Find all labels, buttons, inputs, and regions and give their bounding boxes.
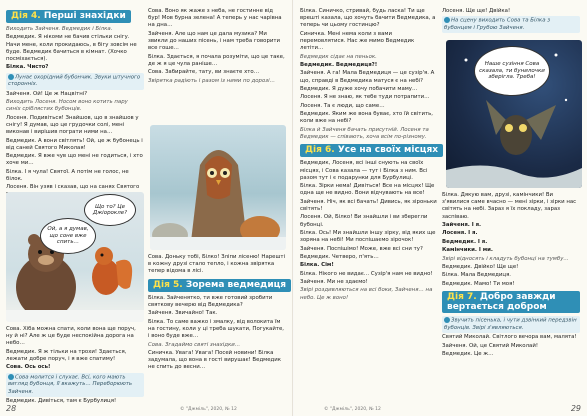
dialogue-line: Лосеня. Ой, Білко! Ви знайшли і ви зберегли бубонці. (300, 214, 428, 228)
bell-icon (444, 17, 450, 23)
dialogue-line: Камінчики. І ми. (442, 247, 493, 254)
page-footer: © "Джміль", 2020, № 12 (180, 407, 237, 412)
right-column-2 (442, 8, 580, 34)
dialogue-line: Білка. І я чула! Святої. А потім не голос, не білок. (6, 168, 129, 183)
dialogue-line: Ведмедик. Двійко! Ще ще! (442, 263, 519, 270)
dialogue-line: Ведмедик. Я вже чув що мені не годиться, і хто хоче ми… (6, 153, 143, 167)
left-page (0, 0, 293, 416)
page-number: 28 (6, 404, 17, 413)
dialogue-line: Зайченя. Ми не здаємо! (300, 279, 368, 286)
owl-tree-art (150, 125, 286, 250)
stage-direction: Звірі роздивляються на всі боки, Зайченя… на небо. Це ж воно! (300, 287, 433, 301)
stage-note: На сцену виходить Сова та Білка з бубонцем і Грубою Зайченя. (442, 16, 580, 33)
dialogue-line: Зайченя. Ніч, як всі бачать! Дивись, як зіроньки світять! (300, 198, 437, 212)
stage-direction: Ведмедик сідає на пеньок. (300, 53, 377, 60)
left-column-1 (6, 8, 144, 216)
dialogue-line: Білка. Чисто? (6, 64, 49, 71)
stage-note: Звучить пісенька, і чути дзвінкий передзвін бубонців. Звірі з'являються. (442, 316, 580, 333)
dialogue-line: Лосеня. І я. (442, 230, 478, 237)
dialogue-line: Сова. Забирайте, тату, ви знаєте хто… (148, 69, 260, 76)
dialogue-line: Ведмедик. І я. (442, 238, 488, 245)
page-number: 29 (570, 404, 581, 413)
left-column-2-lower (148, 254, 286, 373)
speech-bubble: Що то? Це Джіорокле? (84, 194, 136, 226)
dialogue-line: Ведмедик. Яким же вона буває, хто їй світить, коли вже на небі? (300, 111, 433, 125)
dialogue-line: Білка. Ось! Ми знайшли іншу зірку, від яких ще зоряна на небі! Ми поспішаємо зірочок! (300, 229, 436, 244)
stage-direction: Звірятка радіють і разом із ними по дорозі… (148, 77, 276, 84)
dialogue-line: Лосеня. Та є люди, що саме… (300, 102, 385, 109)
act-4-heading: Дія 4. Перші знахідки (6, 10, 131, 23)
stage-note: Сова молится і слухає. Всі, кого мають вигляд бубонця, її вкажуть… Переборюють Зайченя. (6, 373, 144, 397)
dialogue-line: Ведмедик. Я ж тільки на трохи! Здається, лежати добре поруч, і я вже спатиму! (6, 348, 127, 362)
stage-direction: Виходить Лосеня. Носом воно котить пару синіх сріблястих бубонців. (6, 99, 128, 113)
dialogue-line: Ведмедик. Мамо! Ти моя! (442, 280, 515, 287)
dialogue-line: Білка. Сім! (300, 262, 334, 269)
act-6-heading: Дія 6. Усе на своїх місцях (300, 144, 443, 157)
dialogue-line: Лосеня. Він узяв і сказав, що на санях Святого (6, 184, 140, 191)
right-page (294, 0, 587, 416)
stage-note: Лунає охорідний бубончик. Звуки штучного сторонніх. (6, 73, 144, 90)
dialogue-line: Білка. Зірки нема! Дивіться! Все на місцях! Ще одна ще не видно. Вони відчувають на все! (300, 183, 435, 197)
dialogue-line: Ведмедик. Ведмедиця?! (300, 61, 378, 68)
dialogue-line: Білка. Здається, я почала розуміти, що це таке, де ж я це чула раніше… (148, 53, 285, 67)
dialogue-line: Ведмедик. Дивіться, там є Бурбулиця! (6, 398, 117, 405)
dialogue-line: Святий Миколай. Світлого вечора вам, малята! (442, 334, 577, 341)
dialogue-line: Зайченя. Поспішімо! Може, вже всі сни ту? (300, 245, 423, 252)
dialogue-line: Білка. То саме важко і змалку, від волокита їм на гостину, коли у ці треба шукати, Погукайте, і воно буде вже… (148, 318, 285, 340)
dialogue-line: Білка. Мала Ведмедиця. (442, 272, 512, 279)
speech-bubble: Ой, а я думав, що соне вже спить… (40, 218, 96, 254)
bell-icon (8, 374, 14, 380)
dialogue-line: Лосеня. Подивіться! Знайшов, що в знайшов у снігу! Я думав, що це грудочки солі, мені виконав і вирішив пограти ними на… (6, 114, 139, 136)
bell-icon (444, 317, 450, 323)
dialogue-line: Синичка. Мені нема коли з вами перемовлятися. Нас же мимо Ведмедик летіти… (300, 30, 415, 52)
stage-direction: Звірі відносять і кладуть бубонці на тумбу… (442, 255, 569, 262)
dialogue-line: Ведмедик. Це ж… (442, 351, 494, 357)
dialogue-line: Сова. Доньку тобі, Білко! Зліпи лісеню! Нарешті в кожну друзі стало тепло, і кожна звірятка тепер відома в лісі. (148, 254, 286, 275)
dialogue-line: Ведмедик, Лосеня, всі інші снують на своїх місцях, і Сова казала — тут і Білка з ним. Всі разом тут і є подарунки для Бурбулиці. (300, 160, 428, 181)
left-column-2 (148, 8, 286, 86)
bear-squirrel-illustration (6, 192, 144, 322)
right-column-1 (300, 8, 438, 303)
dialogue-line: Синичка. Увага! Увага! Посей новини! Білка задумала, що вона в гості вирушає! Ведмедик не спить до весни… (148, 349, 282, 371)
dialogue-line: Зайченя. А га! Мала Ведмедиця — це сузір'я. А що, справді в Ведмедика матуся є на небі? (300, 70, 435, 84)
dialogue-line: Ведмедик. Я нікоми не бачив стільки снігу. Начи мене, коли прокидаюсь, в бігу зовсім не буде. Ведмедик бачиться в кімнат. (Хочко посміхається). (6, 34, 137, 62)
dialogue-line: Білка. Синичко, стривай, будь ласка! Ти ще врешті казала, що хочуть бачити Ведмедика, а теперь чи цьому гостинцю? (300, 8, 436, 29)
dialogue-line: Зайченя. І я. (442, 222, 482, 228)
page-footer: © "Джміль", 2020, № 12 (324, 407, 381, 412)
act-5-heading: Дія 5. Зорема ведмедиця (148, 279, 291, 292)
bell-icon (8, 74, 14, 80)
dialogue-line: Сова. Згадаймо святі знахідки… (148, 341, 241, 348)
stage-direction: Виходить Зайченя. Ведмедик і Білка. (6, 26, 113, 32)
right-column-2-lower (442, 192, 580, 359)
dialogue-line: Сова. Хіба можна спати, коли вона ще поруч, ну й ні? Але ж це буде неспокійна дорога на небо… (6, 326, 136, 347)
dialogue-line: Ведмедик. Я дуже хочу побачити маму… (300, 85, 418, 92)
dialogue-line: Зайченя. Але що нам це дала музика? Ми звикли до наших пісень, і нам треба говорити все гоше… (148, 30, 281, 52)
dialogue-line: Білка. Зайченятко, ти вже готовий зробити святкову вечерю від Ведмедика? (148, 294, 273, 308)
stage-direction: Білка й Зайченя бачать присутній. Лосеня та Ведмедик — співають, хоча всім по-різному. (300, 126, 429, 140)
act-7-heading: Дія 7. Добро завжди вертається добром (442, 291, 580, 313)
dialogue-line: Зайченя. Ой! Це ж Нацвітні? (6, 90, 88, 97)
night-sky-illustration (446, 40, 582, 188)
dialogue-line: Білка. Дякую вам, друзі, камінчики! Ви з'явилися саме вчасно — мені зірки, і зірки нас світять на небі. Зараз я їх покладу, зараз заспіваю. (442, 192, 577, 220)
dialogue-line: Сова. Ось ось! (6, 364, 51, 371)
dialogue-line: Сова. Воно як жаже з неба, не гостинне від бур! Мов бурна зелена! А теперь у нас чарівна на дна… (148, 8, 282, 29)
dialogue-line: Білка. Нікого не видає… Сузір'я нам не видно! (300, 270, 433, 277)
owl-tree-illustration (150, 125, 286, 250)
dialogue-line: Ведмедик. А вони світлять! Ой, це ж бубонець і від саней Святого Миколая! (6, 137, 143, 151)
dialogue-line: Лосеня. Ще ще! Двійка! (442, 8, 511, 14)
dialogue-line: Лосеня. Я не знаю, як тебе туди потрапити… (300, 94, 430, 101)
dialogue-line: Зайченя. Ой, це Святий Миколай! (442, 342, 538, 349)
left-column-1-lower (6, 326, 144, 406)
dialogue-line: Зайченя. Звичайно! Так. (148, 310, 218, 317)
speech-bubble: Наше сузіння Сова сказала, ти бунилочки зберігла. Треба! (474, 46, 550, 96)
dialogue-line: Ведмедик. Четверо, п'ять… (300, 253, 379, 260)
